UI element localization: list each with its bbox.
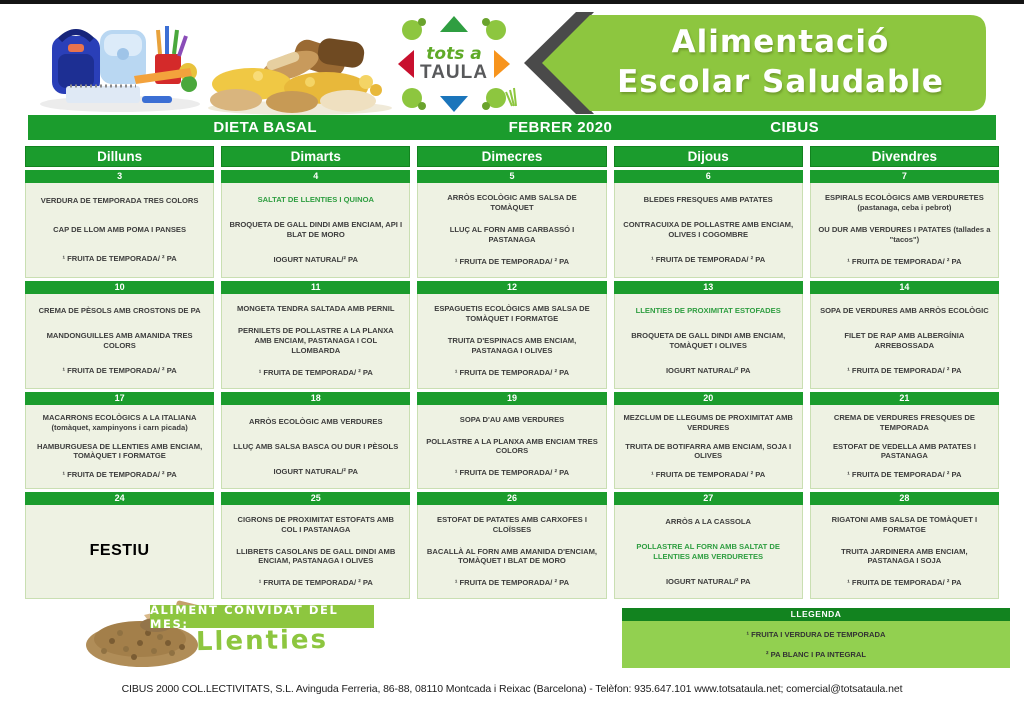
page-title-line2: Escolar Saludable: [617, 64, 944, 100]
meal-item: HAMBURGUESA DE LLENTIES AMB ENCIAM, TOMÀQUET I FORMATGE: [36, 441, 203, 461]
meal-item: POLLASTRE AL FORN AMB SALTAT DE LLENTIES AMB VERDURETES: [636, 541, 780, 561]
week-block: [614, 492, 803, 599]
menu-cell: [25, 183, 214, 278]
meal-item: CIGRONS DE PROXIMITAT ESTOFATS AMB COL I PASTANAGA: [237, 514, 395, 534]
meal-item: BACALLÀ AL FORN AMB AMANIDA D'ENCIAM, TOMÀQUET I BLAT DE MORO: [426, 546, 598, 566]
menu-cell: [221, 183, 410, 278]
meal-item: ESTOFAT DE PATATES AMB CARXOFES I CLOÏSSES: [437, 514, 587, 534]
meal-item: ¹ FRUITA DE TEMPORADA/ ² PA: [454, 257, 570, 267]
meal-item: BROQUETA DE GALL DINDI AMB ENCIAM, API I BLAT DE MORO: [229, 220, 403, 239]
meal-item: LLUÇ AMB SALSA BASCA OU DUR I PÈSOLS: [233, 441, 399, 451]
day-column-dilluns: [25, 146, 214, 599]
week-block: [614, 170, 803, 278]
meal-item: POLLASTRE A LA PLANXA AMB ENCIAM TRES COLORS: [426, 436, 598, 456]
week-block: [614, 281, 803, 389]
week-block: [25, 392, 214, 489]
legend-item-bread: ² PA BLANC I PA INTEGRAL: [766, 650, 866, 660]
page-title-line1: Alimentació: [671, 24, 890, 61]
date-label: 24: [25, 492, 214, 505]
date-label: 28: [810, 492, 999, 505]
day-header: Divendres: [810, 146, 999, 167]
meal-item: ARRÒS ECOLÒGIC AMB SALSA DE TOMÀQUET: [447, 193, 577, 212]
menu-cell: [417, 405, 606, 489]
menu-cell: [614, 505, 803, 599]
menu-cell: [417, 505, 606, 599]
meal-item: MACARRONS ECOLÒGICS A LA ITALIANA (tomàquet, xampinyons i carn picada): [42, 413, 197, 433]
day-header: Dilluns: [25, 146, 214, 167]
week-block: [221, 492, 410, 599]
calendar-grid: [25, 146, 999, 599]
meal-item: ¹ FRUITA DE TEMPORADA/ ² PA: [258, 578, 373, 588]
meal-item: ¹ FRUITA DE TEMPORADA/ ² PA: [62, 253, 177, 263]
date-label: 18: [221, 392, 410, 405]
date-label: 21: [810, 392, 999, 405]
week-block: [221, 281, 410, 389]
day-column-dimarts: [221, 146, 410, 599]
brand-label: CIBUS: [770, 119, 819, 136]
week-block: [25, 492, 214, 599]
footer-contact-info: CIBUS 2000 COL.LECTIVITATS, S.L. Avinguda Ferreria, 86-88, 08110 Montcada i Reixac (Barcelona) - Telèfon: 935.647.101 www.totsataula.net; comercial@totsataula.net: [121, 683, 903, 695]
menu-cell: [417, 183, 606, 278]
week-block: [417, 170, 606, 278]
week-block: [221, 170, 410, 278]
meal-item: TRUITA D'ESPINACS AMB ENCIAM, PASTANAGA I OLIVES: [447, 336, 577, 355]
day-header: Dimarts: [221, 146, 410, 167]
date-label: 11: [221, 281, 410, 294]
legend-body: [622, 621, 1010, 668]
meal-item: CREMA DE VERDURES FRESQUES DE TEMPORADA: [833, 413, 975, 433]
diet-label: DIETA BASAL: [213, 119, 317, 136]
tots-a-taula-logo: [388, 10, 520, 118]
meal-item: VERDURA DE TEMPORADA TRES COLORS: [40, 196, 199, 206]
meal-item: SALTAT DE LLENTIES I QUINOA: [257, 194, 374, 204]
menu-cell: [25, 505, 214, 599]
meal-item: CONTRACUIXA DE POLLASTRE AMB ENCIAM, OLIVES I COGOMBRE: [623, 220, 794, 239]
week-block: [810, 492, 999, 599]
section-bar: [28, 115, 996, 140]
date-label: 25: [221, 492, 410, 505]
meal-item: ¹ FRUITA DE TEMPORADA/ ² PA: [847, 578, 962, 588]
menu-cell: [810, 183, 999, 278]
window-top-edge: [0, 0, 1024, 4]
date-label: 27: [614, 492, 803, 505]
meal-item: CREMA DE PÈSOLS AMB CROSTONS DE PA: [38, 305, 201, 315]
meal-item: ¹ FRUITA DE TEMPORADA/ ² PA: [454, 468, 570, 478]
menu-cell: [614, 294, 803, 389]
meal-item: ESPIRALS ECOLÒGICS AMB VERDURETES (pastanaga, ceba i pebrot): [824, 193, 984, 212]
date-label: 13: [614, 281, 803, 294]
meal-item: ¹ FRUITA DE TEMPORADA/ ² PA: [847, 366, 962, 376]
week-block: [25, 170, 214, 278]
cereals-image: [206, 38, 394, 116]
week-block: [417, 492, 606, 599]
date-label: 10: [25, 281, 214, 294]
week-block: [810, 281, 999, 389]
day-column-divendres: [810, 146, 999, 599]
date-label: 4: [221, 170, 410, 183]
menu-cell: [614, 405, 803, 489]
meal-item: IOGURT NATURAL/² PA: [273, 255, 359, 265]
meal-item: CAP DE LLOM AMB POMA I PANSES: [53, 225, 187, 235]
page-title: [578, 22, 983, 104]
date-label: 14: [810, 281, 999, 294]
title-banner: [518, 12, 996, 114]
date-label: 3: [25, 170, 214, 183]
date-label: 5: [417, 170, 606, 183]
logo-text-tots-a: tots a: [426, 44, 482, 64]
day-header: Dimecres: [417, 146, 606, 167]
meal-item: ¹ FRUITA DE TEMPORADA/ ² PA: [62, 366, 177, 376]
day-header: Dijous: [614, 146, 803, 167]
menu-cell: [417, 294, 606, 389]
meal-item: FILET DE RAP AMB ALBERGÍNIA ARREBOSSADA: [844, 331, 965, 350]
meal-item: LLIBRETS CASOLANS DE GALL DINDI AMB ENCIAM, PASTANAGA I OLIVES: [236, 546, 396, 566]
meal-item: ¹ FRUITA DE TEMPORADA/ ² PA: [847, 257, 962, 267]
menu-cell: [810, 405, 999, 489]
featured-food-banner: ALIMENT CONVIDAT DEL MES:: [150, 605, 374, 628]
date-label: 26: [417, 492, 606, 505]
meal-item: ARRÒS A LA CASSOLA: [665, 516, 752, 526]
meal-item: ESPAGUETIS ECOLÒGICS AMB SALSA DE TOMÀQUET I FORMATGE: [434, 304, 590, 323]
menu-cell: [221, 505, 410, 599]
menu-cell: [614, 183, 803, 278]
date-label: 12: [417, 281, 606, 294]
menu-cell: [25, 294, 214, 389]
meal-item: MEZCLUM DE LLEGUMS DE PROXIMITAT AMB VERDURES: [623, 413, 793, 433]
week-block: [25, 281, 214, 389]
legend-item-fruit: ¹ FRUITA I VERDURA DE TEMPORADA: [746, 629, 886, 639]
meal-item: MONGETA TENDRA SALTADA AMB PERNIL: [237, 304, 395, 314]
day-column-dijous: [614, 146, 803, 599]
meal-item: LLUÇ AL FORN AMB CARBASSÓ I PASTANAGA: [449, 225, 575, 244]
week-block: [417, 392, 606, 489]
meal-item: OU DUR AMB VERDURES I PATATES (tallades a "tacos"): [818, 225, 991, 244]
menu-cell: [810, 505, 999, 599]
meal-item: RIGATONI AMB SALSA DE TOMÀQUET I FORMATGE: [831, 514, 978, 534]
week-block: [614, 392, 803, 489]
meal-item: FESTIU: [89, 542, 150, 560]
meal-item: TRUITA DE BOTIFARRA AMB ENCIAM, SOJA I OLIVES: [625, 441, 792, 461]
meal-item: LLENTIES DE PROXIMITAT ESTOFADES: [635, 305, 781, 315]
meal-item: BROQUETA DE GALL DINDI AMB ENCIAM, TOMÀQUET I OLIVES: [631, 331, 786, 350]
header: [0, 6, 1024, 114]
featured-food-name: Llenties: [195, 624, 329, 658]
meal-item: ¹ FRUITA DE TEMPORADA/ ² PA: [847, 469, 962, 479]
meal-item: BLEDES FRESQUES AMB PATATES: [643, 194, 773, 204]
meal-item: ESTOFAT DE VEDELLA AMB PATATES I PASTANAGA: [832, 441, 976, 461]
meal-item: ¹ FRUITA DE TEMPORADA/ ² PA: [258, 368, 373, 378]
meal-item: ¹ FRUITA DE TEMPORADA/ ² PA: [62, 469, 177, 479]
meal-item: IOGURT NATURAL/² PA: [665, 576, 751, 586]
meal-item: IOGURT NATURAL/² PA: [273, 466, 359, 476]
date-label: 19: [417, 392, 606, 405]
meal-item: ¹ FRUITA DE TEMPORADA/ ² PA: [651, 255, 766, 265]
week-block: [810, 170, 999, 278]
day-column-dimecres: [417, 146, 606, 599]
meal-item: SOPA DE VERDURES AMB ARRÒS ECOLÒGIC: [820, 305, 989, 315]
meal-item: ARRÒS ECOLÒGIC AMB VERDURES: [249, 416, 383, 426]
date-label: 20: [614, 392, 803, 405]
menu-cell: [810, 294, 999, 389]
meal-item: SOPA D'AU AMB VERDURES: [459, 414, 565, 424]
menu-cell: [221, 294, 410, 389]
date-label: 6: [614, 170, 803, 183]
date-label: 7: [810, 170, 999, 183]
menu-cell: [221, 405, 410, 489]
month-label: FEBRER 2020: [508, 119, 613, 136]
week-block: [810, 392, 999, 489]
legend-box: [622, 608, 1010, 668]
meal-item: ¹ FRUITA DE TEMPORADA/ ² PA: [454, 578, 570, 588]
meal-item: ¹ FRUITA DE TEMPORADA/ ² PA: [454, 368, 570, 378]
meal-item: ¹ FRUITA DE TEMPORADA/ ² PA: [651, 469, 766, 479]
week-block: [221, 392, 410, 489]
meal-item: TRUITA JARDINERA AMB ENCIAM, PASTANAGA I SOJA: [841, 546, 968, 566]
meal-item: IOGURT NATURAL/² PA: [665, 366, 751, 376]
legend-title: LLEGENDA: [622, 608, 1010, 621]
date-label: 17: [25, 392, 214, 405]
school-supplies-image: [38, 14, 203, 114]
logo-text-taula: TAULA: [420, 62, 488, 83]
meal-item: MANDONGUILLES AMB AMANIDA TRES COLORS: [46, 331, 193, 350]
meal-item: PERNILETS DE POLLASTRE A LA PLANXA AMB ENCIAM, PASTANAGA I COL LLOMBARDA: [237, 326, 394, 355]
week-block: [417, 281, 606, 389]
menu-cell: [25, 405, 214, 489]
